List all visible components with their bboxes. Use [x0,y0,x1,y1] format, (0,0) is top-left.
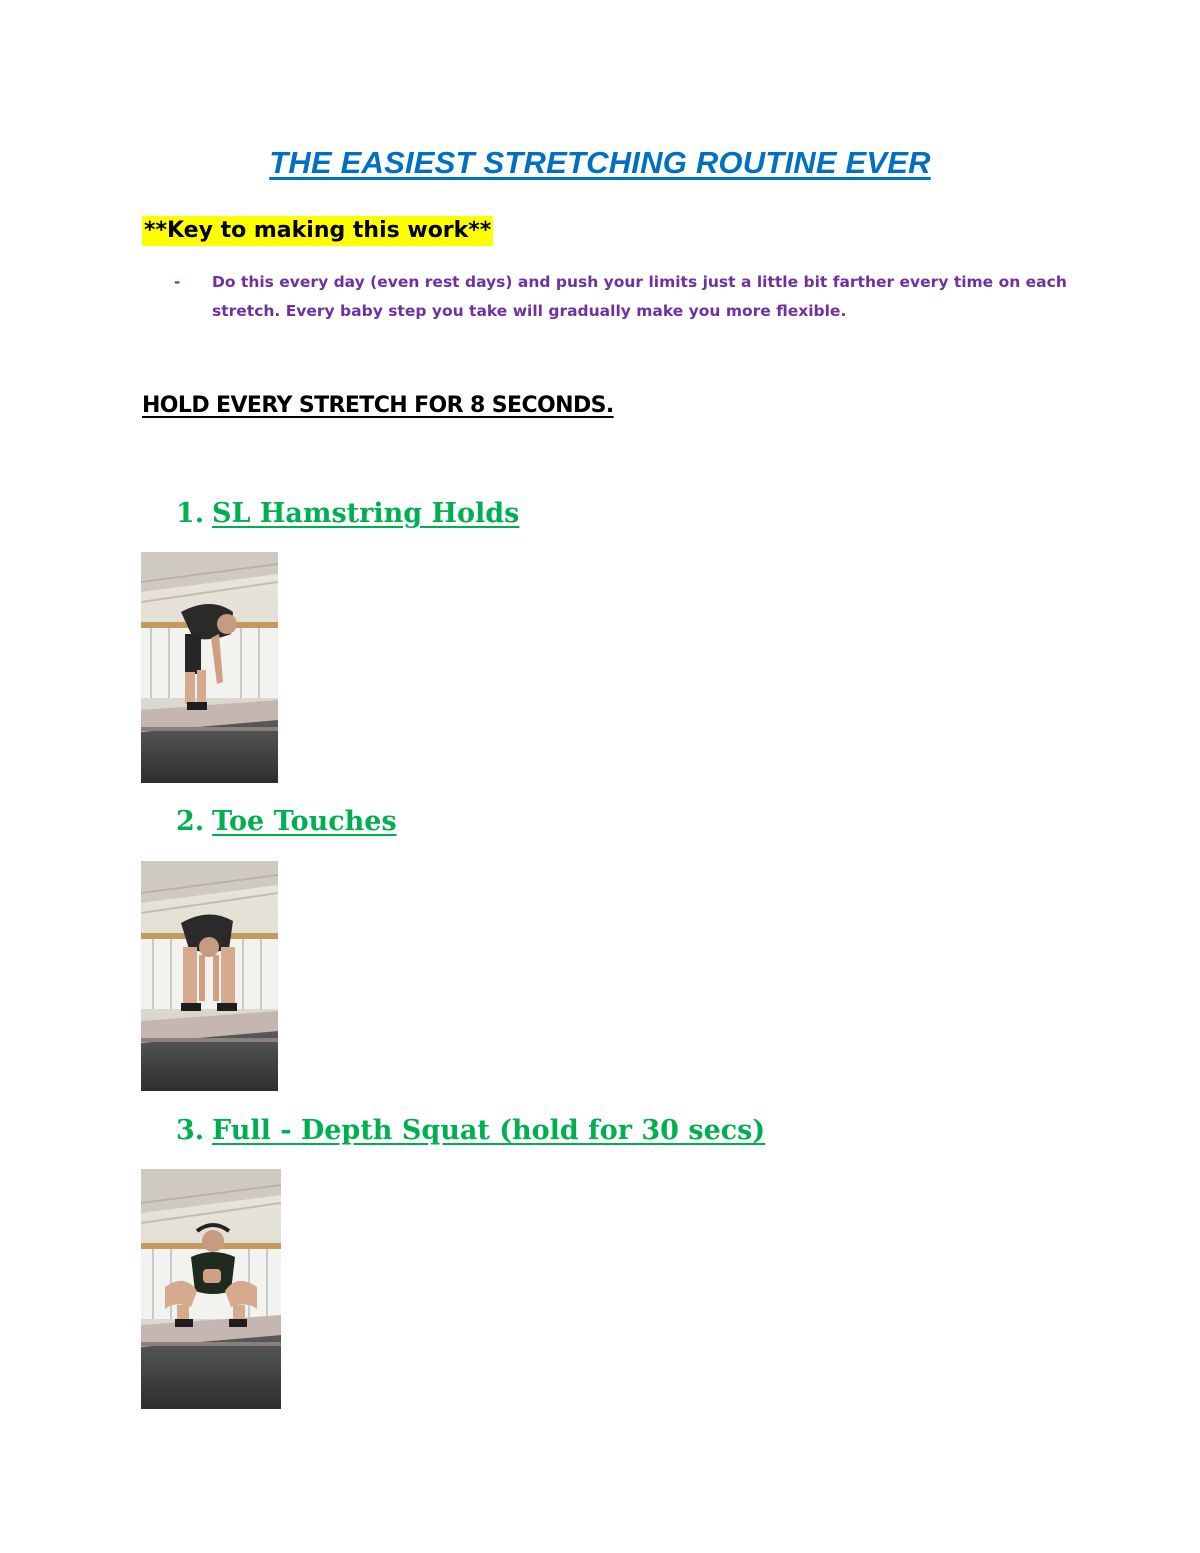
exercise-number: 3. [176,1115,205,1146]
toe-touch-photo [141,861,278,1091]
hold-instruction: HOLD EVERY STRETCH FOR 8 SECONDS. [142,393,614,418]
bullet-text: Do this every day (even rest days) and push your limits just a little bit farther every time on each stretch. Every baby step you take will gradually make you more flexible. [212,273,1067,320]
deep-squat-photo [141,1169,281,1409]
exercise-number: 2. [176,806,205,837]
hamstring-stretch-photo [141,552,278,783]
exercise-name: Toe Touches [212,806,397,837]
exercise-name: SL Hamstring Holds [212,498,520,529]
exercise-name: Full - Depth Squat (hold for 30 secs) [212,1115,766,1146]
exercise-heading-3 [176,1115,765,1146]
exercise-heading-2 [176,806,397,837]
key-heading: **Key to making this work** [142,216,493,246]
document-title: THE EASIEST STRETCHING ROUTINE EVER [269,145,931,180]
exercise-heading-1 [176,498,519,529]
exercise-number: 1. [176,498,205,529]
bullet-marker: - [174,273,181,291]
